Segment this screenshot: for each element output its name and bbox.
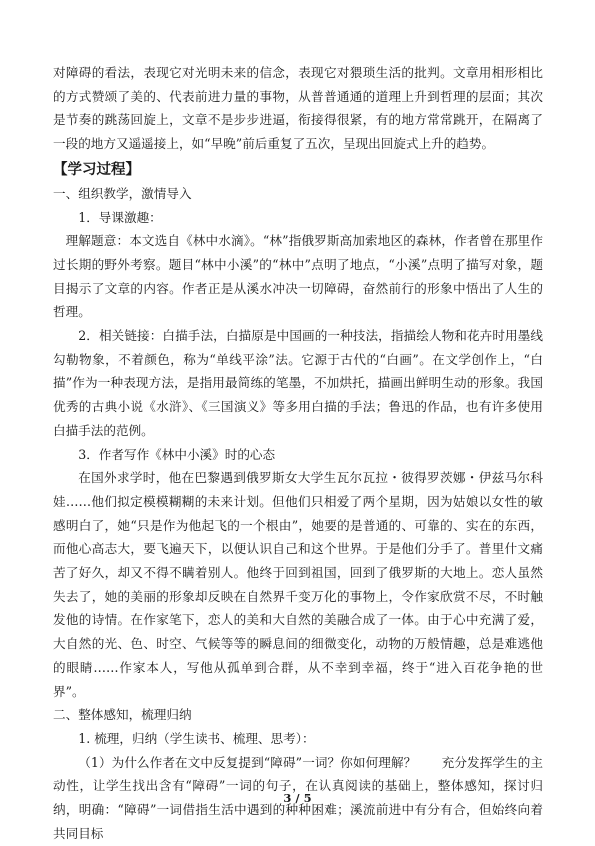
page-number: 3 / 5 bbox=[283, 791, 312, 805]
item-three-body: 在国外求学时，他在巴黎遇到俄罗斯女大学生瓦尔瓦拉・彼得罗茨娜・伊兹马尔科娃……他们拟定模模糊糊的未来计划。但他们只相爱了两个星期，因为姑娘以女性的敏感明白了，她“只是作为他起飞的一个根由”，她要的是普通的、可靠的、实在的东西，而他心高志大，要飞遍天下，以便认识自己和这个世界。于是他们分手了。普里什文痛苦了好久，却又不得不瞒着别人。他终于回到祖国，回到了俄罗斯的大地上。恋人虽然失去了，她的美丽的形象却反映在自然界千变万化的事物上，令作家欣赏不尽，不时触发他的诗情。在作家笔下，恋人的美和大自然的美融合成了一体。由于心中充满了爱，大自然的光、色、时空、气候等等的瞬息间的细微变化，动物的万般情趣，总是难逃他的眼睛……作家本人，写他从孤单到合群，从不幸到幸福，终于“进入百花争艳的世界”。 bbox=[53, 470, 543, 699]
intro-paragraph: 对障碍的看法，表现它对光明未来的信念，表现它对猥琐生活的批判。文章用相形相比的方式赞颂了美的、代表前进力量的事物，从普普通通的道理上升到哲理的层面；其次是节奏的跳荡回旋上，文章不是步步进逼，衔接得很紧，有的地方常常跳开，在隔离了一段的地方又遥遥接上，如“早晚”前后重复了五次，呈现出回旋式上升的趋势。 bbox=[53, 65, 543, 152]
item-four-paragraph: 1. 梳理，归纳（学生读书、梳理、思考）： bbox=[78, 730, 315, 746]
item-two-paragraph: 2．相关链接：白描手法，白描原是中国画的一种技法，指描绘人物和花卉时用墨线勾勒物象，不着颜色，称为“单线平涂”法。它源于古代的“白画”。在文学创作上，“白描”作为一种表现方法，是指用最简练的笔墨，不加烘托，描画出鲜明生动的形象。我国优秀的古典小说《水浒》、《三国演义》等多用白描的手法；鲁迅的作品，也有许多使用白描手法的范例。 bbox=[53, 328, 543, 438]
section-two-title: 二、整体感知，梳理归纳 bbox=[53, 707, 192, 723]
section-heading: 【学习过程】 bbox=[53, 161, 140, 178]
item-three-title: 3．作者写作《林中小溪》时的心态 bbox=[78, 446, 276, 462]
item-one-title: 1．导课激趣： bbox=[78, 209, 162, 225]
page-content bbox=[53, 61, 543, 846]
item-five-paragraph: （1）为什么作者在文中反复提到“障碍”一词？你如何理解？ 充分发挥学生的主动性，让学生找出含有“障碍”一词的句子，在认真阅读的基础上，整体感知，探讨归纳，明确：“障碍”一词借指生活中遇到的种种困难；溪流前进中有分有合，但始终向着共同目标 bbox=[53, 754, 543, 841]
item-one-body: 理解题意：本文选自《林中水滴》。“林”指俄罗斯高加索地区的森林，作者曾在那里作过长期的野外考察。题目“林中小溪”的“林中”点明了地点，“小溪”点明了描写对象，题目揭示了文章的内容。作者正是从溪水冲决一切障碍，奋然前行的形象中悟出了人生的哲理。 bbox=[53, 233, 543, 320]
section-one-title: 一、组织教学，激情导入 bbox=[53, 185, 192, 201]
